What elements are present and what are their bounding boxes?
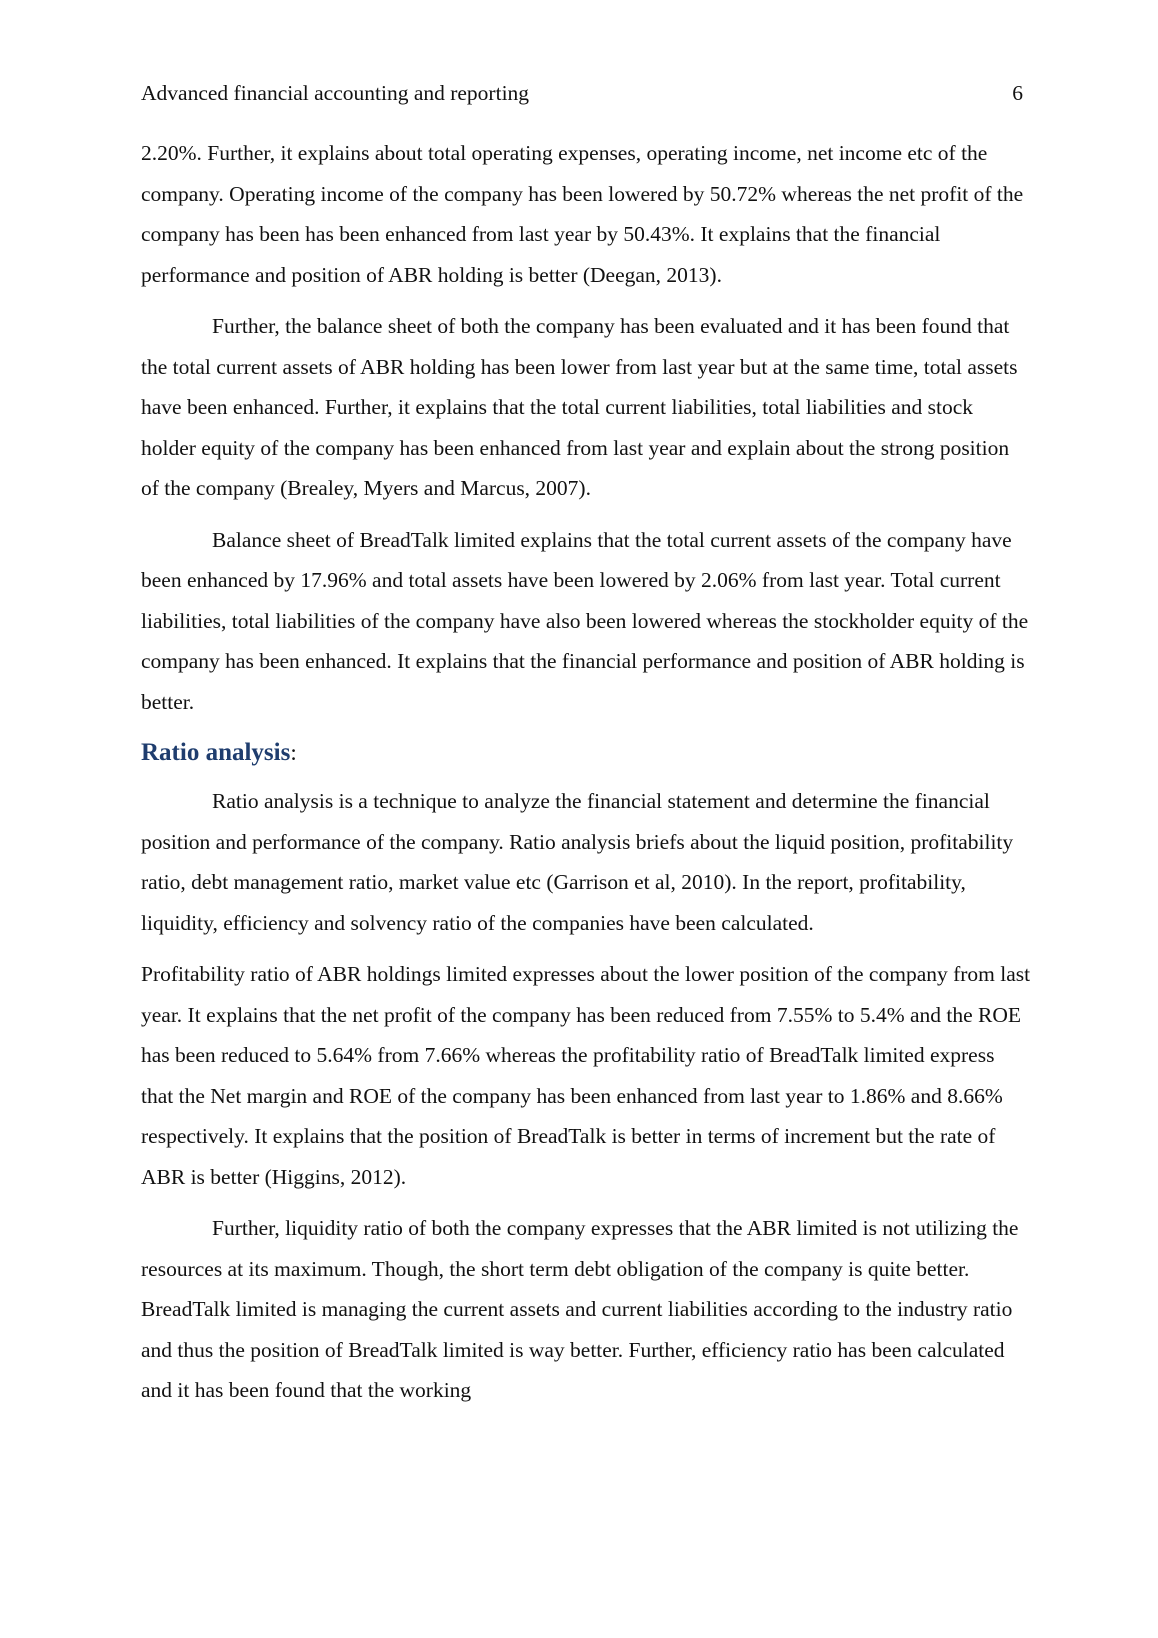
paragraph-profitability-ratio: Profitability ratio of ABR holdings limited expresses about the lower position of the company from last year. It explains that the net profit of the company has been reduced from 7.55% to 5.4% and the ROE has been reduced to 5.64% from 7.66% whereas the profitability ratio of BreadTalk limited express that the Net margin and ROE of the company has been enhanced from last year to 1.86% and 8.66% respectively. It explains that the position of BreadTalk is better in terms of increment but the rate of ABR is better (Higgins, 2012).: [141, 962, 1031, 1189]
section-heading-text: Ratio analysis: [141, 739, 291, 766]
document-body: [141, 133, 1031, 1422]
paragraph-balance-sheet-breadtalk: Balance sheet of BreadTalk limited explains that the total current assets of the company have been enhanced by 17.96% and total assets have been lowered by 2.06% from last year. Total current liabilities, total liabilities of the company have also been lowered whereas the stockholder equity of the company has been enhanced. It explains that the financial performance and position of ABR holding is better.: [141, 527, 1029, 714]
paragraph-liquidity-ratio: Further, liquidity ratio of both the company expresses that the ABR limited is not utilizing the resources at its maximum. Though, the short term debt obligation of the company is quite better. BreadTalk limited is managing the current assets and current liabilities according to the industry ratio and thus the position of BreadTalk limited is way better. Further, efficiency ratio has been calculated and it has been found that the working: [141, 1216, 1019, 1402]
paragraph-income-statement: 2.20%. Further, it explains about total operating expenses, operating income, net income etc of the company. Operating income of the company has been lowered by 50.72% whereas the net profit of the company has been has been enhanced from last year by 50.43%. It explains that the financial performance and position of ABR holding is better (Deegan, 2013).: [141, 141, 1024, 287]
paragraph-balance-sheet-abr: Further, the balance sheet of both the company has been evaluated and it has been found that the total current assets of ABR holding has been lower from last year but at the same time, total assets have been enhanced. Further, it explains that the total current liabilities, total liabilities and stock holder equity of the company has been enhanced from last year and explain about the strong position of the company (Brealey, Myers and Marcus, 2007).: [141, 314, 1018, 500]
section-heading-colon: :: [290, 740, 297, 765]
paragraph-ratio-definition: Ratio analysis is a technique to analyze the financial statement and determine the financial position and performance of the company. Ratio analysis briefs about the liquid position, profitability ratio, debt management ratio, market value etc (Garrison et al, 2010). In the report, profitability, liquidity, efficiency and solvency ratio of the companies have been calculated.: [141, 789, 1014, 935]
page-header: [141, 78, 1023, 108]
running-title: Advanced financial accounting and reporting: [141, 81, 530, 105]
section-heading-ratio-analysis: [141, 736, 1031, 770]
page-number: 6: [1012, 81, 1023, 105]
